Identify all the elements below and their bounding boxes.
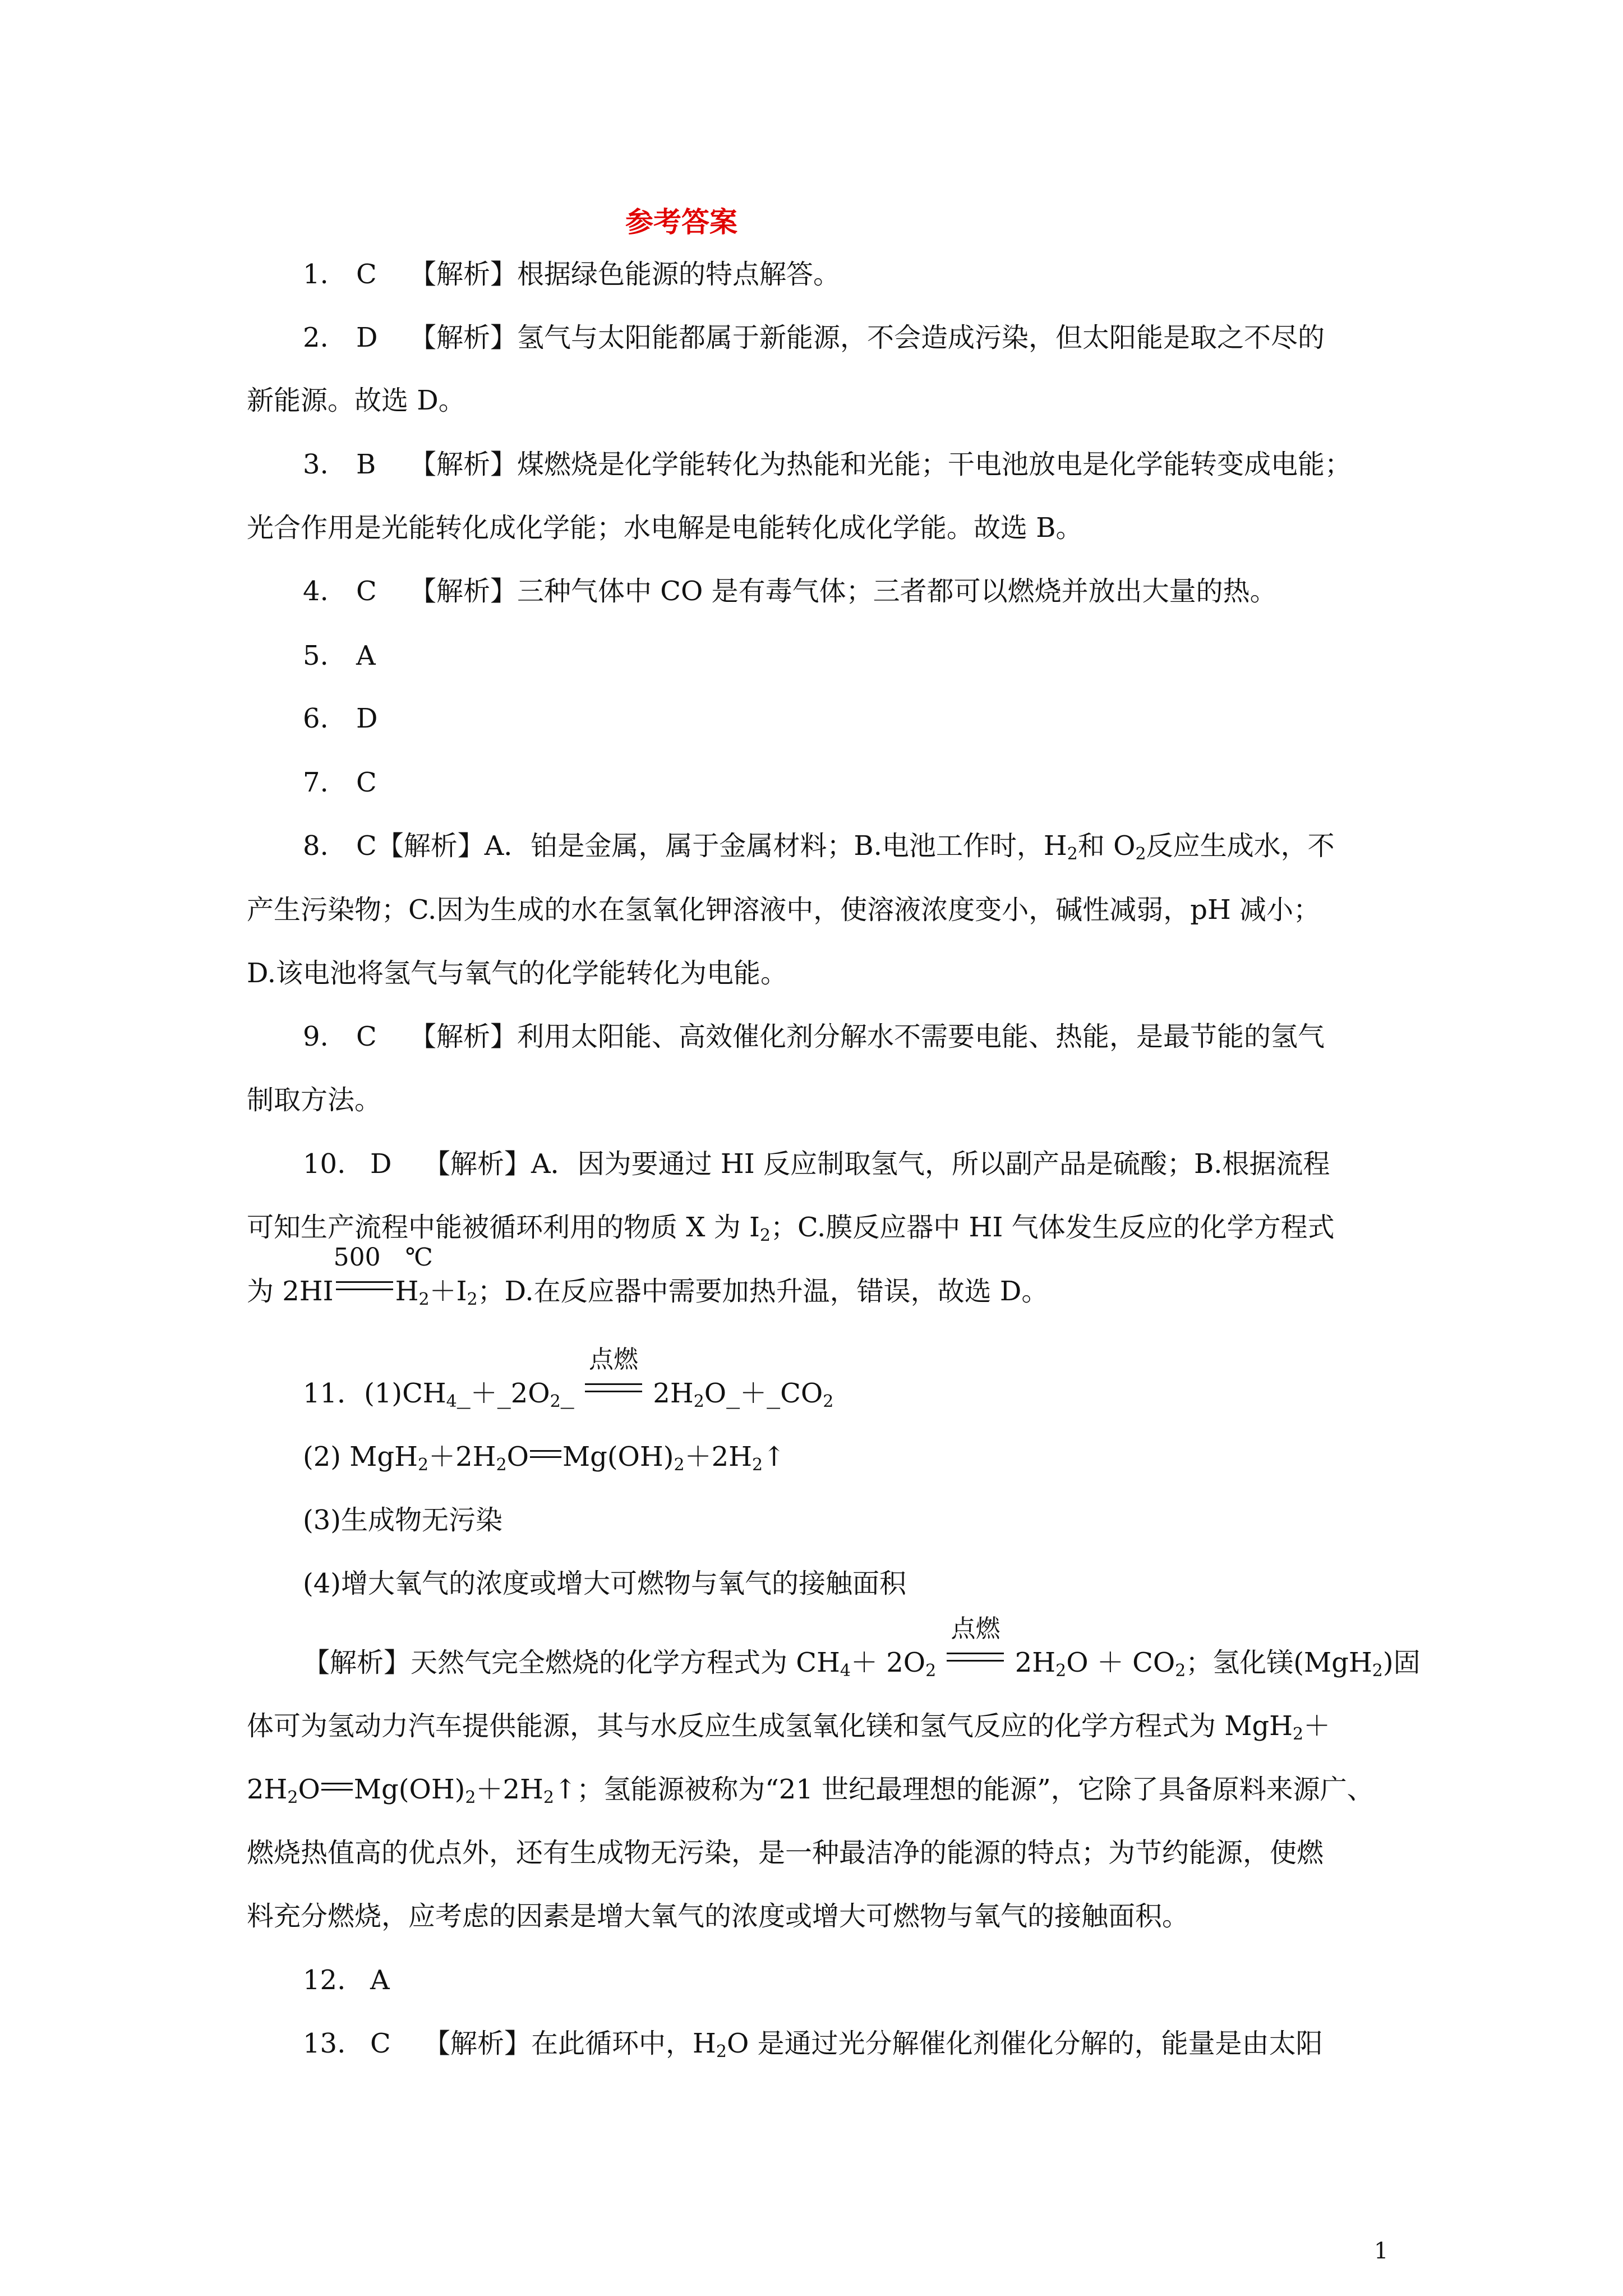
answer-3-cont: 光合作用是光能转化成化学能；水电解是电能转化成化学能。故选 B。 [247, 512, 1083, 544]
answer-6 [303, 705, 409, 732]
question-number: 10. [303, 1148, 346, 1180]
explanation: 【解析】根据绿色能源的特点解答。 [409, 259, 841, 290]
answer-choice: D [370, 1148, 392, 1180]
answer-11-explanation: 【解析】天然气完全燃烧的化学方程式为 $CH_4+ 2O_2$ 点燃 $2H_2O + CO_2$；氢化镁(MgH$_2$)固 [303, 1614, 1421, 1681]
answer-choice: D [356, 703, 378, 734]
answer-10-cont: 可知生产流程中能被循环利用的物质 X 为 $I_2$；C.膜反应器中 HI 气体发生反应的化学方程式 [247, 1212, 1335, 1245]
answer-11-part4: (4)增大氧气的浓度或增大可燃物与氧气的接触面积 [303, 1568, 906, 1599]
answer-3 [303, 451, 1352, 478]
explanation: 【解析】利用太阳能、高效催化剂分解水不需要电能、热能，是最节能的氢气 [409, 1021, 1325, 1052]
answer-choice: A [356, 640, 376, 671]
explanation: 【解析】氢气与太阳能都属于新能源，不会造成污染，但太阳能是取之不尽的 [409, 322, 1325, 353]
answer-10-equation: 为 2HI 500 ℃ $H_2+I_2$；D.在反应器中需要加热升温，错误，故选 D。 [247, 1243, 1049, 1309]
answer-11-part1: 11．$(1)CH_4\_+\_2O_2\_$ 点燃 $2H_2O\_+\_CO_2$ [303, 1345, 834, 1411]
answer-10 [303, 1148, 1330, 1180]
answer-11-explanation-cont: 体可为氢动力汽车提供能源，其与水反应生成氢氧化镁和氢气反应的化学方程式为 MgH$_2$＋ [247, 1710, 1331, 1744]
answer-13: 13. C 【解析】在此循环中，$H_2O$ 是通过光分解催化剂催化分解的，能量是由太阳 [303, 2028, 1323, 2062]
answer-choice: C [356, 830, 377, 862]
answer-1 [303, 261, 840, 288]
answer-11-explanation-cont4: 料充分燃烧，应考虑的因素是增大氧气的浓度或增大可燃物与氧气的接触面积。 [247, 1901, 1189, 1932]
question-number: 4. [303, 576, 329, 607]
question-number: 13. [303, 2028, 346, 2059]
answer-5 [303, 642, 409, 669]
answer-9-cont: 制取方法。 [247, 1084, 382, 1116]
answer-11-explanation-cont2: $2H_2O$ $Mg(OH)_2+2H_2↑$；氢能源被称为“21 世纪最理想的能源”，它除了具备原料来源广、 [247, 1774, 1374, 1807]
question-number: 8. [303, 830, 329, 862]
answer-11-explanation-cont3: 燃烧热值高的优点外，还有生成物无污染，是一种最洁净的能源的特点；为节约能源，使燃 [247, 1837, 1324, 1869]
answer-9 [303, 1023, 1325, 1050]
explanation: 【解析】三种气体中 CO 是有毒气体；三者都可以燃烧并放出大量的热。 [409, 576, 1277, 607]
reaction-condition: 点燃 [583, 1380, 644, 1402]
question-number: 3. [303, 449, 329, 480]
question-number: 9. [303, 1021, 329, 1052]
question-number: 6. [303, 703, 329, 734]
answer-choice: C [370, 2028, 391, 2059]
answer-4 [303, 578, 1277, 605]
answer-11-part3: (3)生成物无污染 [303, 1504, 502, 1536]
answer-11-part2: (2) $MgH_2+2H_2O$ $Mg(OH)_2+2H_2↑$ [303, 1441, 786, 1475]
answer-choice: C [356, 767, 377, 798]
answer-8: 8. C【解析】A．铂是金属，属于金属材料；B.电池工作时，$H_2$和 $O_2$反应生成水，不 [303, 830, 1335, 864]
answer-7 [303, 769, 409, 796]
reaction-condition: 点燃 [944, 1649, 1006, 1672]
answer-choice: D [356, 322, 378, 353]
question-number: 2. [303, 322, 329, 353]
answer-8-cont: 产生污染物；C.因为生成的水在氢氧化钾溶液中，使溶液浓度变小，碱性减弱，pH 减小； [247, 894, 1321, 926]
page-title: 参考答案 [625, 205, 737, 238]
question-number: 7. [303, 767, 329, 798]
answer-choice: A [370, 1964, 390, 1996]
answer-choice: C [356, 576, 377, 607]
answer-12 [303, 1964, 423, 1996]
question-number: 12. [303, 1964, 346, 1996]
explanation: 【解析】A．因为要通过 HI 反应制取氢气，所以副产品是硫酸；B.根据流程 [423, 1148, 1330, 1180]
answer-choice: B [356, 449, 376, 480]
explanation: 【解析】煤燃烧是化学能转化为热能和光能；干电池放电是化学能转变成电能； [409, 449, 1352, 480]
question-number: 5. [303, 640, 329, 671]
answer-choice: C [356, 259, 377, 290]
answer-2-cont: 新能源。故选 D。 [247, 385, 465, 416]
question-number: 1. [303, 259, 329, 290]
answer-choice: C [356, 1021, 377, 1052]
page-number: 1 [1374, 2238, 1389, 2264]
answer-2 [303, 324, 1325, 351]
answer-8-cont2: D.该电池将氢气与氧气的化学能转化为电能。 [247, 958, 788, 989]
reaction-condition: 500 ℃ [334, 1278, 395, 1300]
